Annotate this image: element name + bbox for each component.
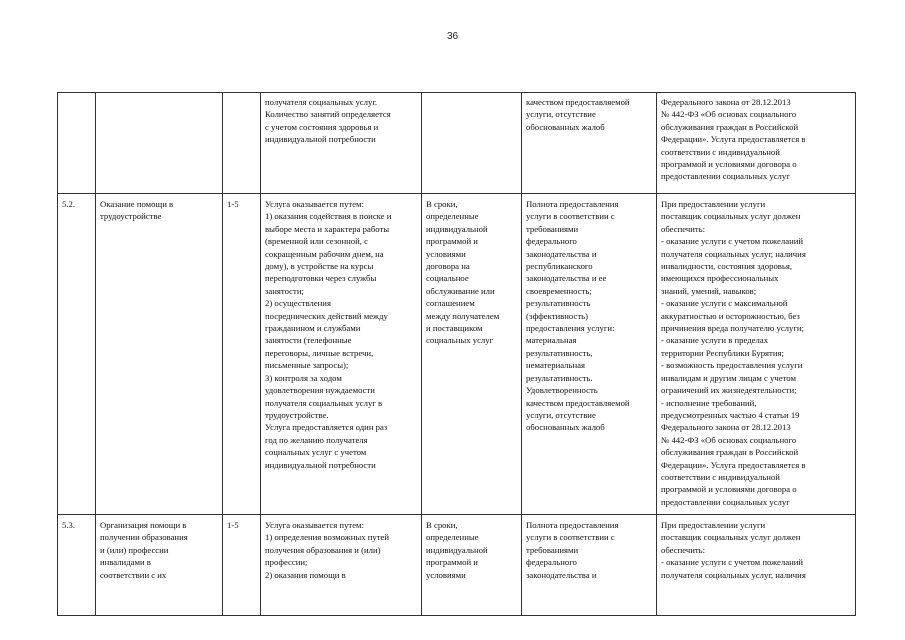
service-conditions: Федерального закона от 28.12.2013 № 442-ФЗ «Об основах социального обслуживания граждан в Российской Федерации». Услуга предоставляется в соответствии с индивидуальной программой и условиями договора о предоставлении социальных услуг — [657, 93, 856, 194]
service-terms: В сроки, определенные индивидуальной программой и условиями договора на социальное обслуживание или соглашением между получателем и поставщиком социальных услуг — [422, 194, 522, 515]
services-table — [57, 92, 856, 616]
table-row — [58, 194, 856, 515]
service-period: 1-5 — [223, 194, 261, 515]
service-number — [58, 93, 96, 194]
service-quality: Полнота предоставления услуги в соответствии с требованиями федерального законодательства и — [522, 515, 657, 616]
service-number: 5.2. — [58, 194, 96, 515]
table-row — [58, 515, 856, 616]
service-quality: Полнота предоставления услуги в соответствии с требованиями федерального законодательства и республиканского законодательства и ее своевременность; результативность (эффективность) предоставления услуги: материальная результативность, нематериальная результативность. Удовлетворенность качеством предоставляемой услуги, отсутствие обоснованных жалоб — [522, 194, 657, 515]
service-terms — [422, 93, 522, 194]
table-row — [58, 93, 856, 194]
service-quality: качеством предоставляемой услуги, отсутствие обоснованных жалоб — [522, 93, 657, 194]
service-description: Услуга оказывается путем: 1) оказания содействия в поиске и выборе места и характера работы (временной или сезонной, с сокращенным рабочим днем, на дому), в устройстве на курсы переподготовки через службы занятости; 2) осуществления посреднических действий между гражданином и службами занятости (телефонные переговоры, личные встречи, письменные запросы); 3) контроля за ходом удовлетворения нуждаемости получателя социальных услуг в трудоустройстве. Услуга предоставляется один раз год по желанию получателя социальных услуг с учетом индивидуальной потребности — [261, 194, 422, 515]
service-number: 5.3. — [58, 515, 96, 616]
page-number: 36 — [446, 31, 459, 42]
service-period — [223, 93, 261, 194]
service-terms: В сроки, определенные индивидуальной программой и условиями — [422, 515, 522, 616]
service-name: Оказание помощи в трудоустройстве — [96, 194, 223, 515]
service-name: Организация помощи в получении образования и (или) профессии инвалидами в соответствии с их — [96, 515, 223, 616]
service-description: получателя социальных услуг. Количество занятий определяется с учетом состояния здоровья и индивидуальной потребности — [261, 93, 422, 194]
service-description: Услуга оказывается путем: 1) определения возможных путей получения образования и (или) профессии; 2) оказания помощи в — [261, 515, 422, 616]
service-conditions: При предоставлении услуги поставщик социальных услуг должен обеспечить: - оказание услуги с учетом пожеланий получателя социальных услуг, наличия — [657, 515, 856, 616]
service-name — [96, 93, 223, 194]
service-conditions: При предоставлении услуги поставщик социальных услуг должен обеспечить: - оказание услуги с учетом пожеланий получателя социальных услуг, наличия инвалидности, состояния здоровья, имеющихся профессиональных знаний, умений, навыков; - оказание услуги с максимальной аккуратностью и осторожностью, без причинения вреда получателю услуги; - оказание услуги в пределах территории Республики Бурятия; - возможность предоставления услуги инвалидам и другим лицам с учетом ограничений их жизнедеятельности; - исполнение требований, предусмотренных частью 4 статьи 19 Федерального закона от 28.12.2013 № 442-ФЗ «Об основах социального обслуживания граждан в Российской Федерации». Услуга предоставляется в соответствии с индивидуальной программой и условиями договора о предоставлении социальных услуг — [657, 194, 856, 515]
service-period: 1-5 — [223, 515, 261, 616]
